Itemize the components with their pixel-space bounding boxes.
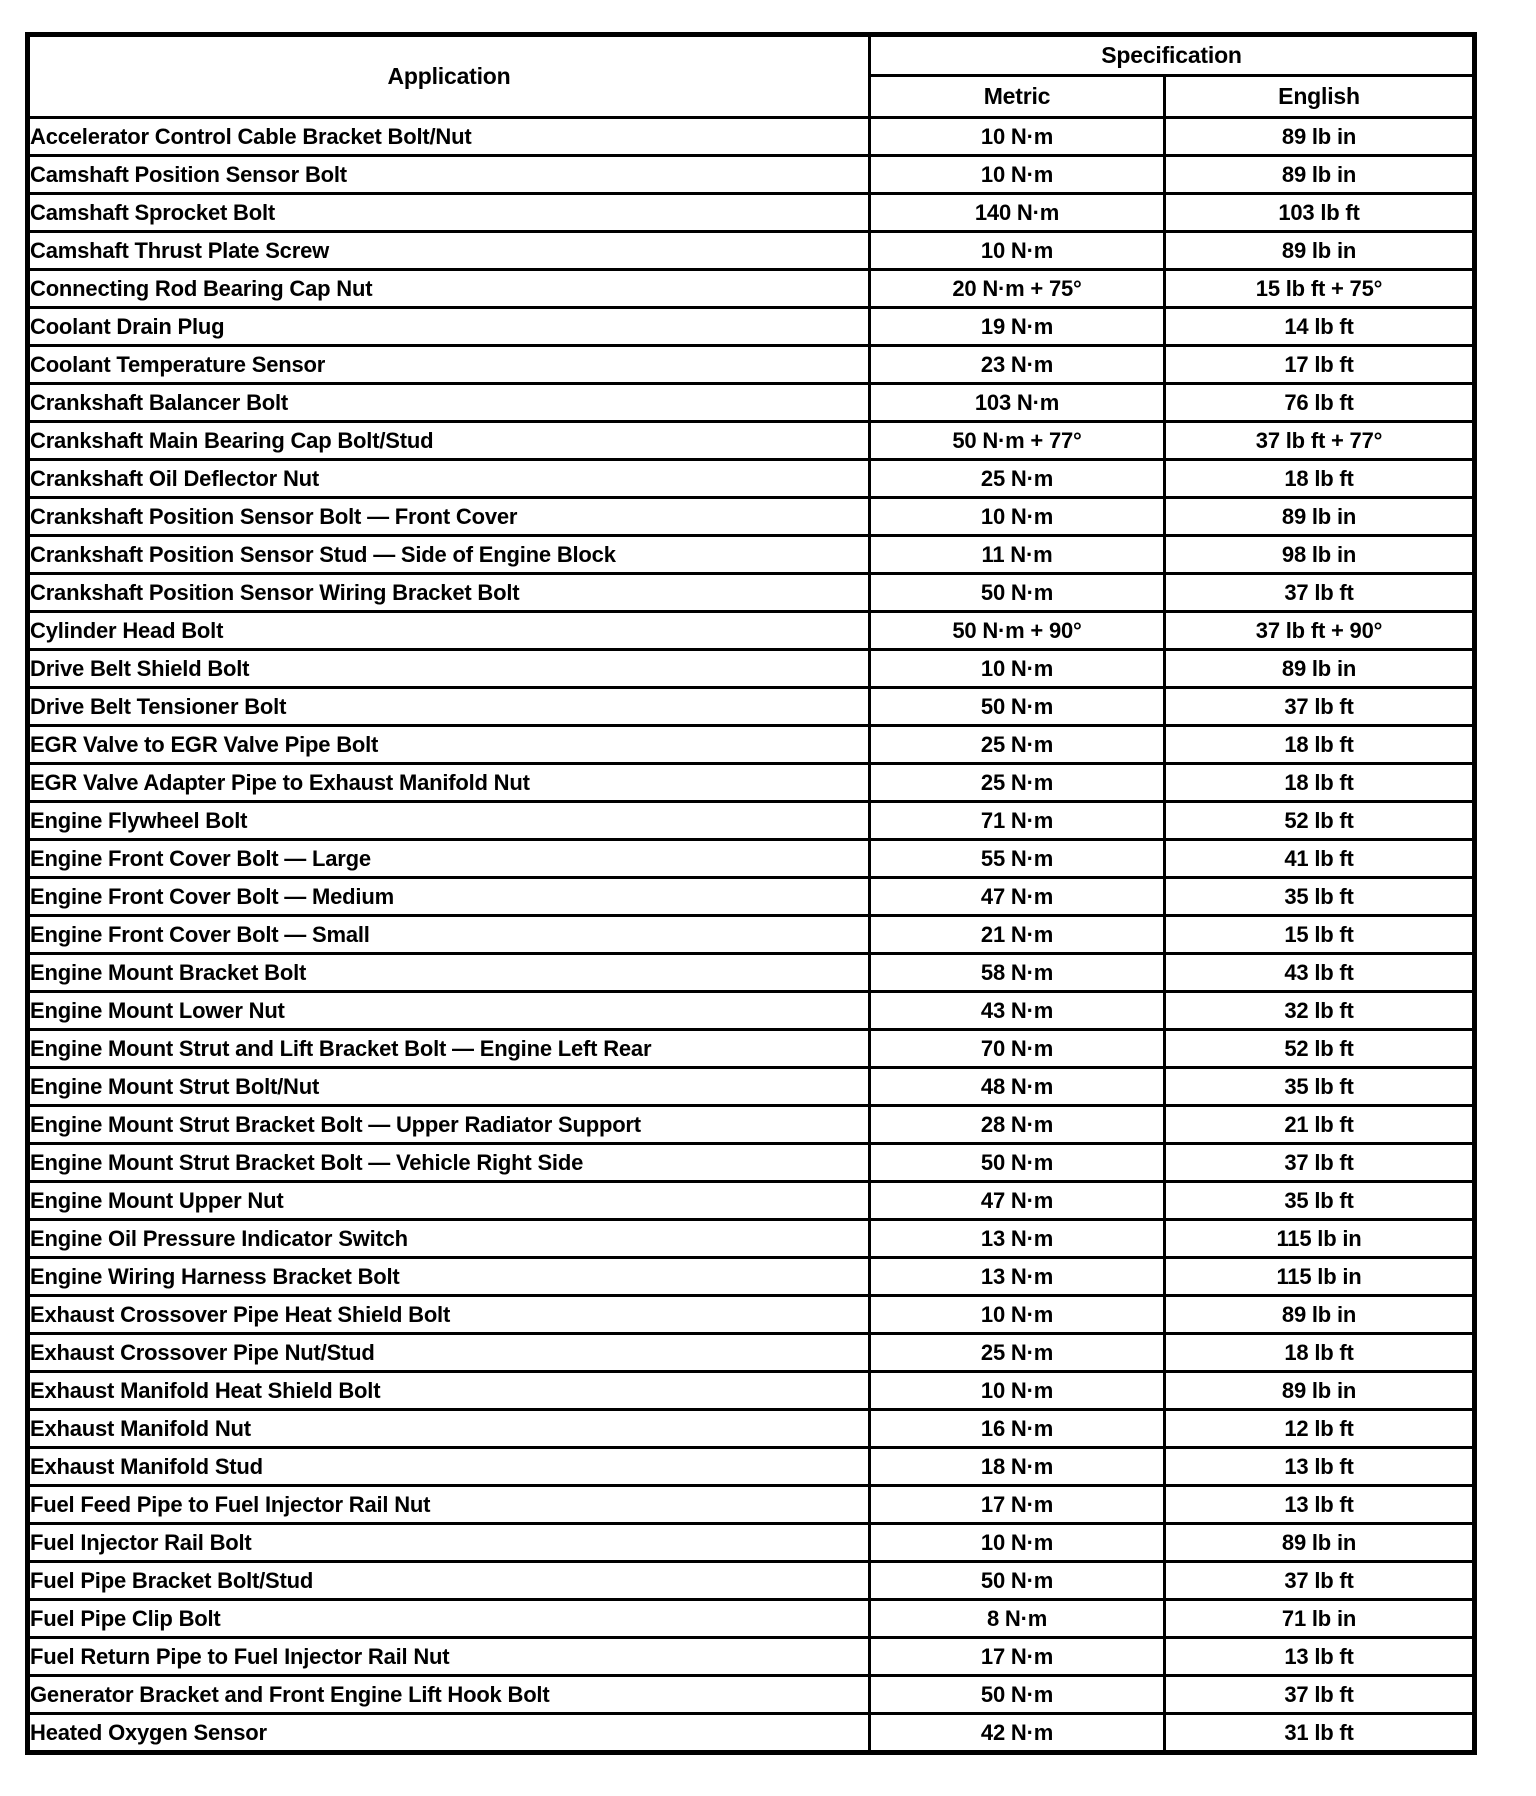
application-cell: Coolant Drain Plug bbox=[28, 308, 870, 346]
english-cell: 43 lb ft bbox=[1165, 954, 1475, 992]
metric-cell: 55 N·m bbox=[870, 840, 1165, 878]
application-cell: Crankshaft Main Bearing Cap Bolt/Stud bbox=[28, 422, 870, 460]
table-row bbox=[28, 1714, 1475, 1753]
metric-cell: 47 N·m bbox=[870, 1182, 1165, 1220]
application-cell: Coolant Temperature Sensor bbox=[28, 346, 870, 384]
application-cell: Camshaft Sprocket Bolt bbox=[28, 194, 870, 232]
table-row bbox=[28, 232, 1475, 270]
english-cell: 31 lb ft bbox=[1165, 1714, 1475, 1753]
metric-cell: 50 N·m bbox=[870, 574, 1165, 612]
metric-cell: 43 N·m bbox=[870, 992, 1165, 1030]
application-cell: Engine Mount Strut Bracket Bolt — Upper Radiator Support bbox=[28, 1106, 870, 1144]
application-cell: Drive Belt Shield Bolt bbox=[28, 650, 870, 688]
metric-cell: 50 N·m bbox=[870, 1562, 1165, 1600]
english-cell: 14 lb ft bbox=[1165, 308, 1475, 346]
english-cell: 71 lb in bbox=[1165, 1600, 1475, 1638]
metric-cell: 21 N·m bbox=[870, 916, 1165, 954]
metric-cell: 48 N·m bbox=[870, 1068, 1165, 1106]
table-row bbox=[28, 270, 1475, 308]
application-cell: Engine Flywheel Bolt bbox=[28, 802, 870, 840]
metric-cell: 10 N·m bbox=[870, 1372, 1165, 1410]
metric-cell: 25 N·m bbox=[870, 460, 1165, 498]
english-cell: 52 lb ft bbox=[1165, 1030, 1475, 1068]
english-cell: 12 lb ft bbox=[1165, 1410, 1475, 1448]
application-cell: Exhaust Manifold Stud bbox=[28, 1448, 870, 1486]
metric-cell: 50 N·m + 90° bbox=[870, 612, 1165, 650]
table-row bbox=[28, 726, 1475, 764]
application-cell: Exhaust Crossover Pipe Nut/Stud bbox=[28, 1334, 870, 1372]
metric-cell: 10 N·m bbox=[870, 118, 1165, 156]
table-row bbox=[28, 156, 1475, 194]
english-cell: 89 lb in bbox=[1165, 650, 1475, 688]
english-cell: 89 lb in bbox=[1165, 1524, 1475, 1562]
english-cell: 35 lb ft bbox=[1165, 1068, 1475, 1106]
english-cell: 21 lb ft bbox=[1165, 1106, 1475, 1144]
metric-cell: 25 N·m bbox=[870, 764, 1165, 802]
table-row bbox=[28, 346, 1475, 384]
application-cell: Accelerator Control Cable Bracket Bolt/Nut bbox=[28, 118, 870, 156]
english-cell: 89 lb in bbox=[1165, 118, 1475, 156]
table-row bbox=[28, 650, 1475, 688]
metric-cell: 8 N·m bbox=[870, 1600, 1165, 1638]
application-cell: Engine Front Cover Bolt — Small bbox=[28, 916, 870, 954]
table-row bbox=[28, 1410, 1475, 1448]
table-row bbox=[28, 1372, 1475, 1410]
table-row bbox=[28, 460, 1475, 498]
table-row bbox=[28, 1334, 1475, 1372]
table-row bbox=[28, 422, 1475, 460]
english-cell: 98 lb in bbox=[1165, 536, 1475, 574]
application-cell: Engine Front Cover Bolt — Large bbox=[28, 840, 870, 878]
application-cell: Generator Bracket and Front Engine Lift Hook Bolt bbox=[28, 1676, 870, 1714]
application-cell: Crankshaft Position Sensor Bolt — Front Cover bbox=[28, 498, 870, 536]
application-cell: Camshaft Thrust Plate Screw bbox=[28, 232, 870, 270]
english-cell: 32 lb ft bbox=[1165, 992, 1475, 1030]
application-cell: Engine Wiring Harness Bracket Bolt bbox=[28, 1258, 870, 1296]
metric-cell: 16 N·m bbox=[870, 1410, 1165, 1448]
table-row bbox=[28, 536, 1475, 574]
table-row bbox=[28, 840, 1475, 878]
application-cell: Engine Mount Strut and Lift Bracket Bolt — Engine Left Rear bbox=[28, 1030, 870, 1068]
english-cell: 37 lb ft + 90° bbox=[1165, 612, 1475, 650]
table-row bbox=[28, 1638, 1475, 1676]
english-cell: 76 lb ft bbox=[1165, 384, 1475, 422]
application-cell: Camshaft Position Sensor Bolt bbox=[28, 156, 870, 194]
metric-cell: 13 N·m bbox=[870, 1220, 1165, 1258]
application-cell: Engine Oil Pressure Indicator Switch bbox=[28, 1220, 870, 1258]
metric-cell: 17 N·m bbox=[870, 1638, 1165, 1676]
metric-cell: 71 N·m bbox=[870, 802, 1165, 840]
application-cell: EGR Valve to EGR Valve Pipe Bolt bbox=[28, 726, 870, 764]
table-row bbox=[28, 308, 1475, 346]
english-cell: 35 lb ft bbox=[1165, 878, 1475, 916]
application-cell: Fuel Injector Rail Bolt bbox=[28, 1524, 870, 1562]
application-cell: Crankshaft Oil Deflector Nut bbox=[28, 460, 870, 498]
table-row bbox=[28, 1106, 1475, 1144]
metric-cell: 50 N·m bbox=[870, 688, 1165, 726]
english-cell: 89 lb in bbox=[1165, 1296, 1475, 1334]
application-cell: Crankshaft Position Sensor Wiring Bracket Bolt bbox=[28, 574, 870, 612]
english-cell: 18 lb ft bbox=[1165, 1334, 1475, 1372]
metric-cell: 25 N·m bbox=[870, 1334, 1165, 1372]
application-cell: Engine Mount Strut Bracket Bolt — Vehicle Right Side bbox=[28, 1144, 870, 1182]
application-cell: Crankshaft Balancer Bolt bbox=[28, 384, 870, 422]
table-row bbox=[28, 688, 1475, 726]
metric-cell: 23 N·m bbox=[870, 346, 1165, 384]
application-cell: Engine Front Cover Bolt — Medium bbox=[28, 878, 870, 916]
table-row bbox=[28, 1068, 1475, 1106]
english-cell: 13 lb ft bbox=[1165, 1486, 1475, 1524]
metric-cell: 42 N·m bbox=[870, 1714, 1165, 1753]
metric-cell: 58 N·m bbox=[870, 954, 1165, 992]
application-cell: Engine Mount Bracket Bolt bbox=[28, 954, 870, 992]
table-row bbox=[28, 384, 1475, 422]
metric-cell: 25 N·m bbox=[870, 726, 1165, 764]
metric-cell: 103 N·m bbox=[870, 384, 1165, 422]
application-cell: Engine Mount Upper Nut bbox=[28, 1182, 870, 1220]
application-cell: Crankshaft Position Sensor Stud — Side of Engine Block bbox=[28, 536, 870, 574]
table-row bbox=[28, 1486, 1475, 1524]
table-row bbox=[28, 118, 1475, 156]
english-cell: 37 lb ft bbox=[1165, 1676, 1475, 1714]
metric-cell: 140 N·m bbox=[870, 194, 1165, 232]
english-cell: 52 lb ft bbox=[1165, 802, 1475, 840]
metric-cell: 28 N·m bbox=[870, 1106, 1165, 1144]
metric-cell: 17 N·m bbox=[870, 1486, 1165, 1524]
english-cell: 37 lb ft bbox=[1165, 688, 1475, 726]
table-row bbox=[28, 916, 1475, 954]
table-row bbox=[28, 1676, 1475, 1714]
metric-cell: 11 N·m bbox=[870, 536, 1165, 574]
application-cell: Exhaust Manifold Nut bbox=[28, 1410, 870, 1448]
english-cell: 18 lb ft bbox=[1165, 764, 1475, 802]
metric-cell: 10 N·m bbox=[870, 498, 1165, 536]
application-cell: Cylinder Head Bolt bbox=[28, 612, 870, 650]
table-row bbox=[28, 194, 1475, 232]
document-page bbox=[25, 32, 1472, 1755]
table-row bbox=[28, 802, 1475, 840]
english-cell: 13 lb ft bbox=[1165, 1638, 1475, 1676]
english-cell: 13 lb ft bbox=[1165, 1448, 1475, 1486]
application-cell: Exhaust Crossover Pipe Heat Shield Bolt bbox=[28, 1296, 870, 1334]
english-cell: 35 lb ft bbox=[1165, 1182, 1475, 1220]
table-row bbox=[28, 612, 1475, 650]
table-row bbox=[28, 574, 1475, 612]
table-row bbox=[28, 1144, 1475, 1182]
english-cell: 89 lb in bbox=[1165, 498, 1475, 536]
english-cell: 17 lb ft bbox=[1165, 346, 1475, 384]
english-cell: 18 lb ft bbox=[1165, 726, 1475, 764]
table-row bbox=[28, 1562, 1475, 1600]
english-cell: 89 lb in bbox=[1165, 232, 1475, 270]
specification-header: Specification bbox=[870, 35, 1475, 76]
english-cell: 89 lb in bbox=[1165, 1372, 1475, 1410]
metric-cell: 70 N·m bbox=[870, 1030, 1165, 1068]
table-row bbox=[28, 1182, 1475, 1220]
metric-cell: 10 N·m bbox=[870, 232, 1165, 270]
application-cell: Fuel Pipe Clip Bolt bbox=[28, 1600, 870, 1638]
table-body bbox=[28, 118, 1475, 1753]
metric-cell: 50 N·m bbox=[870, 1144, 1165, 1182]
application-header: Application bbox=[28, 35, 870, 118]
english-cell: 37 lb ft bbox=[1165, 1144, 1475, 1182]
metric-cell: 10 N·m bbox=[870, 1296, 1165, 1334]
application-cell: Engine Mount Strut Bolt/Nut bbox=[28, 1068, 870, 1106]
metric-cell: 10 N·m bbox=[870, 1524, 1165, 1562]
metric-cell: 19 N·m bbox=[870, 308, 1165, 346]
metric-cell: 10 N·m bbox=[870, 156, 1165, 194]
application-cell: Fuel Feed Pipe to Fuel Injector Rail Nut bbox=[28, 1486, 870, 1524]
english-cell: 115 lb in bbox=[1165, 1258, 1475, 1296]
english-cell: 89 lb in bbox=[1165, 156, 1475, 194]
table-row bbox=[28, 954, 1475, 992]
table-row bbox=[28, 764, 1475, 802]
table-row bbox=[28, 1600, 1475, 1638]
application-cell: Drive Belt Tensioner Bolt bbox=[28, 688, 870, 726]
table-row bbox=[28, 1448, 1475, 1486]
english-cell: 37 lb ft + 77° bbox=[1165, 422, 1475, 460]
metric-cell: 47 N·m bbox=[870, 878, 1165, 916]
metric-cell: 50 N·m bbox=[870, 1676, 1165, 1714]
table-header bbox=[28, 35, 1475, 118]
metric-cell: 13 N·m bbox=[870, 1258, 1165, 1296]
table-row bbox=[28, 878, 1475, 916]
table-row bbox=[28, 498, 1475, 536]
english-cell: 18 lb ft bbox=[1165, 460, 1475, 498]
application-cell: Fuel Pipe Bracket Bolt/Stud bbox=[28, 1562, 870, 1600]
application-cell: Fuel Return Pipe to Fuel Injector Rail Nut bbox=[28, 1638, 870, 1676]
torque-spec-table bbox=[25, 32, 1477, 1755]
metric-header: Metric bbox=[870, 76, 1165, 118]
metric-cell: 18 N·m bbox=[870, 1448, 1165, 1486]
application-cell: Exhaust Manifold Heat Shield Bolt bbox=[28, 1372, 870, 1410]
table-row bbox=[28, 1220, 1475, 1258]
table-row bbox=[28, 1030, 1475, 1068]
english-cell: 15 lb ft + 75° bbox=[1165, 270, 1475, 308]
table-row bbox=[28, 1258, 1475, 1296]
english-cell: 37 lb ft bbox=[1165, 574, 1475, 612]
english-cell: 115 lb in bbox=[1165, 1220, 1475, 1258]
application-cell: Heated Oxygen Sensor bbox=[28, 1714, 870, 1753]
table-row bbox=[28, 992, 1475, 1030]
table-row bbox=[28, 1524, 1475, 1562]
table-row bbox=[28, 1296, 1475, 1334]
application-cell: Connecting Rod Bearing Cap Nut bbox=[28, 270, 870, 308]
english-cell: 37 lb ft bbox=[1165, 1562, 1475, 1600]
english-cell: 41 lb ft bbox=[1165, 840, 1475, 878]
english-cell: 103 lb ft bbox=[1165, 194, 1475, 232]
application-cell: Engine Mount Lower Nut bbox=[28, 992, 870, 1030]
metric-cell: 50 N·m + 77° bbox=[870, 422, 1165, 460]
english-header: English bbox=[1165, 76, 1475, 118]
application-cell: EGR Valve Adapter Pipe to Exhaust Manifold Nut bbox=[28, 764, 870, 802]
metric-cell: 10 N·m bbox=[870, 650, 1165, 688]
english-cell: 15 lb ft bbox=[1165, 916, 1475, 954]
metric-cell: 20 N·m + 75° bbox=[870, 270, 1165, 308]
